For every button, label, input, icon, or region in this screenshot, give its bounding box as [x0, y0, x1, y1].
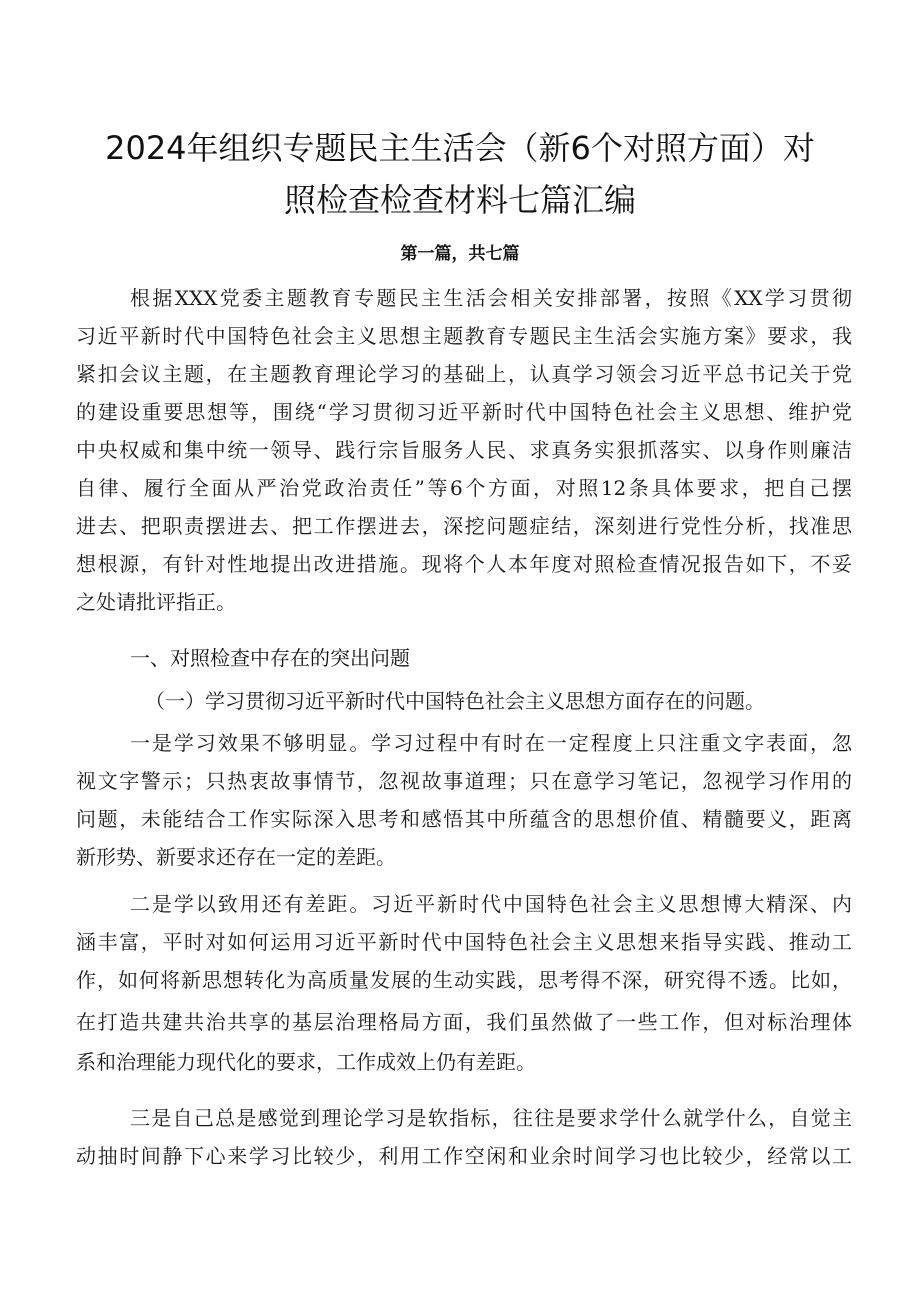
intro-line: 的建设重要思想等，围绕“学习贯彻习近平新时代中国特色社会主义思想、维护党	[76, 400, 852, 424]
intro-line: 中央权威和集中统一领导、践行宗旨服务人民、求真务实狠抓落实、以身作则廉洁	[76, 438, 852, 462]
document-subtitle: 第一篇，共七篇	[400, 244, 520, 264]
section-heading: 一、对照检查中存在的突出问题	[130, 646, 410, 670]
intro-line: 紧扣会议主题，在主题教育理论学习的基础上，认真学习领会习近平总书记关于党	[76, 362, 852, 386]
intro-line: 根据XXX党委主题教育专题民主生活会相关安排部署，按照《XX学习贯彻	[130, 286, 852, 310]
paragraph-line: 三是自己总是感觉到理论学习是软指标，往往是要求学什么就学什么，自觉主	[130, 1106, 852, 1130]
paragraph-line: 二是学以致用还有差距。习近平新时代中国特色社会主义思想博大精深、内	[130, 892, 852, 916]
paragraph-line: 动抽时间静下心来学习比较少，利用工作空闲和业余时间学习也比较少，经常以工	[76, 1144, 852, 1168]
paragraph-line: 一是学习效果不够明显。学习过程中有时在一定程度上只注重文字表面，忽	[130, 731, 852, 755]
paragraph-line: 问题，未能结合工作实际深入思考和感悟其中所蕴含的思想价值、精髓要义，距离	[76, 807, 852, 831]
intro-line: 自律、履行全面从严治党政治责任”等6个方面，对照12条具体要求，把自己摆	[76, 476, 852, 500]
paragraph-line: 在打造共建共治共享的基层治理格局方面，我们虽然做了一些工作，但对标治理体	[76, 1010, 852, 1034]
paragraph-line: 作，如何将新思想转化为高质量发展的生动实践，思考得不深，研究得不透。比如，	[76, 968, 852, 992]
intro-line: 进去、把职责摆进去、把工作摆进去，深挖问题症结，深刻进行党性分析，找准思	[76, 514, 852, 538]
intro-line: 之处请批评指正。	[76, 590, 236, 614]
paragraph-line: 新形势、新要求还存在一定的差距。	[76, 845, 396, 869]
document-title-line-2: 照检查检查材料七篇汇编	[283, 181, 636, 219]
intro-line: 想根源，有针对性地提出改进措施。现将个人本年度对照检查情况报告如下，不妥	[76, 552, 852, 576]
paragraph-line: 涵丰富，平时对如何运用习近平新时代中国特色社会主义思想来指导实践、推动工	[76, 930, 852, 954]
document-title-line-1: 2024年组织专题民主生活会（新6个对照方面）对	[105, 129, 815, 167]
intro-line: 习近平新时代中国特色社会主义思想主题教育专题民主生活会实施方案》要求，我	[76, 324, 852, 348]
subsection-heading: （一）学习贯彻习近平新时代中国特色社会主义思想方面存在的问题。	[145, 689, 765, 713]
paragraph-line: 视文字警示；只热衷故事情节，忽视故事道理；只在意学习笔记，忽视学习作用的	[76, 769, 852, 793]
paragraph-line: 系和治理能力现代化的要求，工作成效上仍有差距。	[76, 1050, 536, 1074]
